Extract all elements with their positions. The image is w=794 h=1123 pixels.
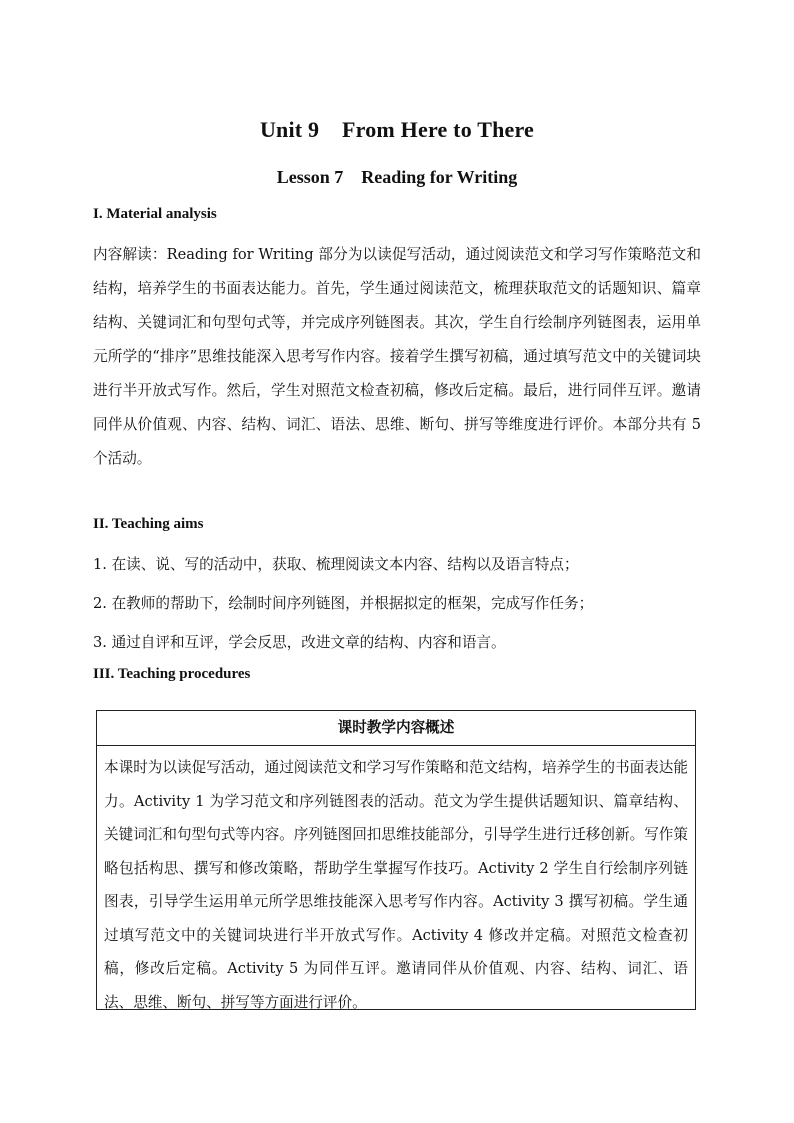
teaching-aim-item: 3. 通过自评和互评，学会反思，改进文章的结构、内容和语言。 — [93, 634, 506, 651]
section-heading-material: I. Material analysis — [93, 206, 217, 222]
material-analysis-paragraph: 内容解读：Reading for Writing 部分为以读促写活动，通过阅读范文和学习写作策略范文和结构，培养学生的书面表达能力。首先，学生通过阅读范文，梳理获取范文的话题知识、篇章结构、关键词汇和句型句式等，并完成序列链图表。其次，学生自行绘制序列链图表，运用单元所学的“排序”思维技能深入思考写作内容。接着学生撰写初稿，通过填写范文中的关键词块进行半开放式写作。然后，学生对照范文检查初稿，修改后定稿。最后，进行同伴互评。邀请同伴从价值观、内容、结构、词汇、语法、思维、断句、拼写等维度进行评价。本部分共有 5 个活动。 — [93, 246, 701, 467]
table-content-cell: 本课时为以读促写活动，通过阅读范文和学习写作策略和范文结构，培养学生的书面表达能力。Activity 1 为学习范文和序列链图表的活动。范文为学生提供话题知识、篇章结构、关键词汇和句型句式等内容。序列链图回扣思维技能部分，引导学生进行迁移创新。写作策略包括构思、撰写和修改策略，帮助学生掌握写作技巧。Activity 2 学生自行绘制序列链图表，引导学生运用单元所学思维技能深入思考写作内容。Activity 3 撰写初稿。学生通过填写范文中的关键词块进行半开放式写作。Activity 4 修改并定稿。对照范文检查初稿，修改后定稿。Activity 5 为同伴互评。邀请同伴从价值观、内容、结构、词汇、语法、思维、断句、拼写等方面进行评价。 — [104, 759, 688, 1011]
table-header: 课时教学内容概述 — [97, 711, 695, 746]
lesson-subtitle: Lesson 7 Reading for Writing — [276, 167, 518, 187]
lesson-overview-table — [96, 710, 696, 1010]
section-heading-aims: II. Teaching aims — [93, 516, 204, 532]
teaching-aim-item: 2. 在教师的帮助下，绘制时间序列链图，并根据拟定的框架，完成写作任务； — [93, 595, 594, 612]
section-heading-procedures: III. Teaching procedures — [93, 666, 251, 682]
teaching-aim-item: 1. 在读、说、写的活动中，获取、梳理阅读文本内容、结构以及语言特点； — [93, 556, 579, 573]
page-title: Unit 9 From Here to There — [259, 117, 535, 142]
